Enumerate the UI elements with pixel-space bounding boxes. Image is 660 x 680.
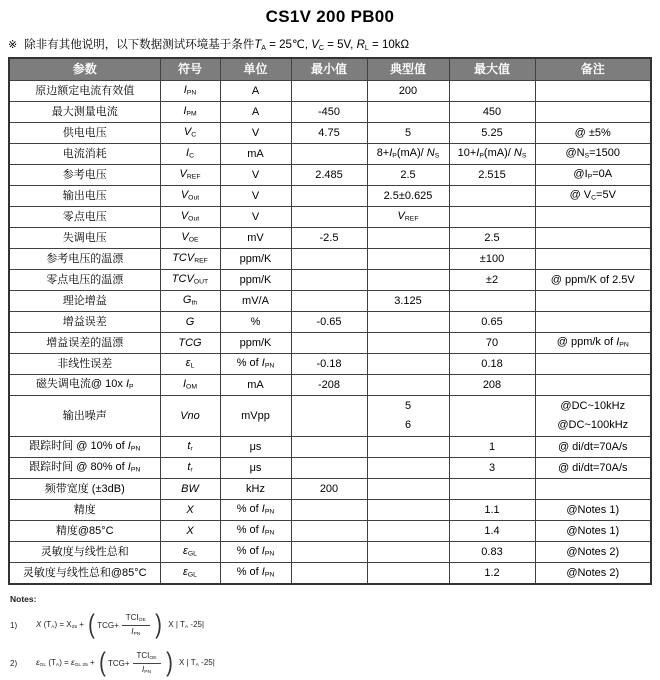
symbol-cell: εL <box>160 354 220 375</box>
min-value-cell <box>291 249 367 270</box>
min-value-cell <box>291 144 367 165</box>
note-number: 2) <box>10 658 18 668</box>
max-value-cell: ±100 <box>449 249 535 270</box>
remark-cell <box>535 312 651 333</box>
formula-rhs: X | TA -25| <box>174 657 215 669</box>
remark-cell: @ di/dt=70A/s <box>535 437 651 458</box>
note-formula <box>10 646 660 680</box>
symbol-cell: VC <box>160 123 220 144</box>
max-value-cell: 450 <box>449 102 535 123</box>
table-row <box>9 144 651 165</box>
symbol-cell: X <box>160 500 220 521</box>
column-header: 备注 <box>535 58 651 81</box>
unit-cell: % of IPN <box>220 563 291 585</box>
unit-cell: % <box>220 312 291 333</box>
min-value-cell: -0.65 <box>291 312 367 333</box>
max-value-cell: 1.1 <box>449 500 535 521</box>
symbol-cell: VOut <box>160 207 220 228</box>
max-value-cell: 0.18 <box>449 354 535 375</box>
symbol-cell: IPM <box>160 102 220 123</box>
typical-value-cell: 3.125 <box>367 291 449 312</box>
min-value-cell: -208 <box>291 375 367 396</box>
table-row <box>9 123 651 144</box>
remark-cell: @IP=0A <box>535 165 651 186</box>
remark-cell: @Notes 2) <box>535 542 651 563</box>
symbol-cell: tr <box>160 437 220 458</box>
note-formula <box>10 608 660 642</box>
unit-cell: kHz <box>220 479 291 500</box>
symbol-cell: VOE <box>160 228 220 249</box>
param-cell: 参考电压 <box>9 165 160 186</box>
param-cell: 失调电压 <box>9 228 160 249</box>
symbol-cell: BW <box>160 479 220 500</box>
table-row <box>9 333 651 354</box>
symbol-cell: X <box>160 521 220 542</box>
min-value-cell: 2.485 <box>291 165 367 186</box>
column-header: 单位 <box>220 58 291 81</box>
min-value-cell: -2.5 <box>291 228 367 249</box>
typical-value-cell <box>367 102 449 123</box>
typical-value-cell <box>367 521 449 542</box>
symbol-cell: G <box>160 312 220 333</box>
remark-cell: @NS=1500 <box>535 144 651 165</box>
note-number: 1) <box>10 620 18 630</box>
param-cell: 增益误差 <box>9 312 160 333</box>
table-row <box>9 186 651 207</box>
remark-cell: @ di/dt=70A/s <box>535 458 651 479</box>
remark-cell: @Notes 1) <box>535 500 651 521</box>
param-cell: 灵敏度与线性总和 <box>9 542 160 563</box>
table-row <box>9 354 651 375</box>
symbol-cell: IC <box>160 144 220 165</box>
remark-cell <box>535 354 651 375</box>
min-value-cell: -0.18 <box>291 354 367 375</box>
table-row <box>9 542 651 563</box>
unit-cell: μs <box>220 437 291 458</box>
cell-line: @DC~10kHz <box>560 400 626 412</box>
typical-value-cell <box>367 270 449 291</box>
typical-value-cell <box>367 312 449 333</box>
unit-cell: % of IPN <box>220 542 291 563</box>
param-cell: 理论增益 <box>9 291 160 312</box>
param-cell: 零点电压 <box>9 207 160 228</box>
min-value-cell <box>291 186 367 207</box>
param-cell: 供电电压 <box>9 123 160 144</box>
param-cell: 增益误差的温漂 <box>9 333 160 354</box>
typical-value-cell: VREF <box>367 207 449 228</box>
symbol-cell: TCVREF <box>160 249 220 270</box>
typical-value-cell <box>367 479 449 500</box>
param-cell: 输出电压 <box>9 186 160 207</box>
min-value-cell <box>291 521 367 542</box>
param-cell: 磁失调电流@ 10x IP <box>9 375 160 396</box>
typical-value-cell <box>367 354 449 375</box>
typical-value-cell <box>367 375 449 396</box>
param-cell: 跟踪时间 @ 80% of IPN <box>9 458 160 479</box>
remark-cell: @Notes 2) <box>535 563 651 585</box>
param-cell: 非线性误差 <box>9 354 160 375</box>
symbol-cell: εGL <box>160 542 220 563</box>
reference-mark: ※ <box>8 39 18 51</box>
table-row <box>9 228 651 249</box>
max-value-cell: 2.5 <box>449 228 535 249</box>
unit-cell: μs <box>220 458 291 479</box>
max-value-cell: 0.65 <box>449 312 535 333</box>
min-value-cell <box>291 542 367 563</box>
table-row <box>9 521 651 542</box>
max-value-cell <box>449 186 535 207</box>
close-paren: ) <box>154 609 162 640</box>
close-paren: ) <box>165 647 173 678</box>
typical-value-cell: 200 <box>367 81 449 102</box>
open-paren: ( <box>88 609 96 640</box>
table-header <box>9 58 651 81</box>
param-cell: 跟踪时间 @ 10% of IPN <box>9 437 160 458</box>
param-cell: 精度@85°C <box>9 521 160 542</box>
max-value-cell <box>449 396 535 437</box>
param-cell: 频带宽度 (±3dB) <box>9 479 160 500</box>
max-value-cell: 5.25 <box>449 123 535 144</box>
remark-cell <box>535 479 651 500</box>
remark-cell: @ ppm/K of 2.5V <box>535 270 651 291</box>
min-value-cell <box>291 81 367 102</box>
remark-cell: @Notes 1) <box>535 521 651 542</box>
remark-cell <box>535 249 651 270</box>
max-value-cell: 0.83 <box>449 542 535 563</box>
fraction <box>122 613 150 636</box>
unit-cell: mA <box>220 144 291 165</box>
unit-cell: % of IPN <box>220 521 291 542</box>
symbol-cell: VREF <box>160 165 220 186</box>
typical-value-cell: 2.5 <box>367 165 449 186</box>
max-value-cell: 70 <box>449 333 535 354</box>
table-row <box>9 479 651 500</box>
table-row <box>9 207 651 228</box>
typical-value-cell: 8+IP(mA)/ NS <box>367 144 449 165</box>
cell-line: 6 <box>404 419 412 431</box>
symbol-cell: Vno <box>160 396 220 437</box>
typical-value-cell <box>367 249 449 270</box>
param-cell: 零点电压的温漂 <box>9 270 160 291</box>
min-value-cell <box>291 500 367 521</box>
formula-rhs: X | TA -25| <box>163 619 205 631</box>
remark-cell: @ ±5% <box>535 123 651 144</box>
param-cell: 精度 <box>9 500 160 521</box>
unit-cell: % of IPN <box>220 500 291 521</box>
min-value-cell <box>291 207 367 228</box>
symbol-cell: IOM <box>160 375 220 396</box>
max-value-cell <box>449 81 535 102</box>
remark-cell <box>535 375 651 396</box>
cell-line: 5 <box>404 400 412 412</box>
cell-line: @DC~100kHz <box>557 419 629 431</box>
typical-value-cell <box>367 500 449 521</box>
table-row <box>9 102 651 123</box>
table-row <box>9 81 651 102</box>
unit-cell: A <box>220 102 291 123</box>
table-row <box>9 437 651 458</box>
typical-value-cell <box>367 437 449 458</box>
max-value-cell: 3 <box>449 458 535 479</box>
unit-cell: mV <box>220 228 291 249</box>
min-value-cell <box>291 270 367 291</box>
formula-lhs: X (TA) = X25 + <box>36 619 87 631</box>
typical-value-cell <box>367 333 449 354</box>
column-header: 典型值 <box>367 58 449 81</box>
min-value-cell <box>291 458 367 479</box>
max-value-cell: 208 <box>449 375 535 396</box>
max-value-cell: 1 <box>449 437 535 458</box>
typical-value-cell <box>367 563 449 585</box>
formula-lhs: εGL (TA) = εGL 25 + <box>36 657 97 669</box>
max-value-cell: 2.515 <box>449 165 535 186</box>
unit-cell: V <box>220 207 291 228</box>
unit-cell: mA <box>220 375 291 396</box>
param-cell: 参考电压的温漂 <box>9 249 160 270</box>
test-condition-text: 除非有其他说明，以下数据测试环境基于条件TA = 25℃, VC = 5V, RL = 10kΩ <box>24 39 410 52</box>
column-header: 参数 <box>9 58 160 81</box>
page-title: CS1V 200 PB00 <box>265 7 395 26</box>
symbol-cell: tr <box>160 458 220 479</box>
table-row <box>9 458 651 479</box>
typical-value-cell <box>367 228 449 249</box>
symbol-cell: Gth <box>160 291 220 312</box>
min-value-cell <box>291 437 367 458</box>
unit-cell: A <box>220 81 291 102</box>
column-header: 最小值 <box>291 58 367 81</box>
max-value-cell: ±2 <box>449 270 535 291</box>
fraction-numerator: TCIOE <box>133 651 161 663</box>
table-row <box>9 312 651 333</box>
table-row <box>9 375 651 396</box>
symbol-cell: IPN <box>160 81 220 102</box>
param-cell: 原边额定电流有效值 <box>9 81 160 102</box>
param-cell: 电流消耗 <box>9 144 160 165</box>
unit-cell: ppm/K <box>220 249 291 270</box>
unit-cell: ppm/K <box>220 333 291 354</box>
symbol-cell: TCG <box>160 333 220 354</box>
param-cell: 输出噪声 <box>9 396 160 437</box>
remark-cell <box>535 291 651 312</box>
remark-cell <box>535 81 651 102</box>
typical-value-cell <box>367 396 449 437</box>
fraction-denominator: IPN <box>141 664 152 675</box>
remark-cell <box>535 102 651 123</box>
table-row <box>9 249 651 270</box>
min-value-cell <box>291 396 367 437</box>
fraction-numerator: TCIOE <box>122 613 150 625</box>
table-row <box>9 396 651 437</box>
table-row <box>9 270 651 291</box>
max-value-cell <box>449 479 535 500</box>
remark-cell: @ ppm/k of IPN <box>535 333 651 354</box>
symbol-cell: TCVOUT <box>160 270 220 291</box>
remark-cell: @ VC=5V <box>535 186 651 207</box>
formula-paren-content: TCG+ $\frac{\text{TCIOE}}{\text{IPN}}$ <box>108 651 164 674</box>
test-condition-note <box>8 36 660 52</box>
min-value-cell: -450 <box>291 102 367 123</box>
max-value-cell <box>449 291 535 312</box>
max-value-cell: 1.2 <box>449 563 535 585</box>
fraction-denominator: IPN <box>131 626 141 637</box>
unit-cell: ppm/K <box>220 270 291 291</box>
max-value-cell: 10+IP(mA)/ NS <box>449 144 535 165</box>
min-value-cell <box>291 333 367 354</box>
typical-value-cell <box>367 542 449 563</box>
fraction <box>133 651 161 674</box>
column-header: 符号 <box>160 58 220 81</box>
formula-paren-content: TCG+ $\frac{\text{TCIOE}}{\text{IPN}}$ <box>97 613 153 636</box>
symbol-cell: εGL <box>160 563 220 585</box>
unit-cell: V <box>220 165 291 186</box>
unit-cell: mV/A <box>220 291 291 312</box>
typical-value-cell <box>367 458 449 479</box>
unit-cell: % of IPN <box>220 354 291 375</box>
column-header: 最大值 <box>449 58 535 81</box>
symbol-cell: VOut <box>160 186 220 207</box>
max-value-cell: 1.4 <box>449 521 535 542</box>
remark-cell <box>535 228 651 249</box>
param-cell: 最大测量电流 <box>9 102 160 123</box>
unit-cell: V <box>220 123 291 144</box>
table-row <box>9 165 651 186</box>
open-paren: ( <box>99 647 106 678</box>
param-cell: 灵敏度与线性总和@85°C <box>9 563 160 585</box>
typical-value-cell: 5 <box>367 123 449 144</box>
remark-cell <box>535 396 651 437</box>
min-value-cell <box>291 291 367 312</box>
notes-section <box>10 594 660 680</box>
unit-cell: V <box>220 186 291 207</box>
remark-cell <box>535 207 651 228</box>
min-value-cell: 200 <box>291 479 367 500</box>
table-row <box>9 291 651 312</box>
min-value-cell <box>291 563 367 585</box>
spec-table <box>8 57 652 585</box>
table-row <box>9 500 651 521</box>
max-value-cell <box>449 207 535 228</box>
notes-label: Notes: <box>10 594 37 604</box>
typical-value-cell: 2.5±0.625 <box>367 186 449 207</box>
unit-cell: mVpp <box>220 396 291 437</box>
min-value-cell: 4.75 <box>291 123 367 144</box>
table-row <box>9 563 651 585</box>
